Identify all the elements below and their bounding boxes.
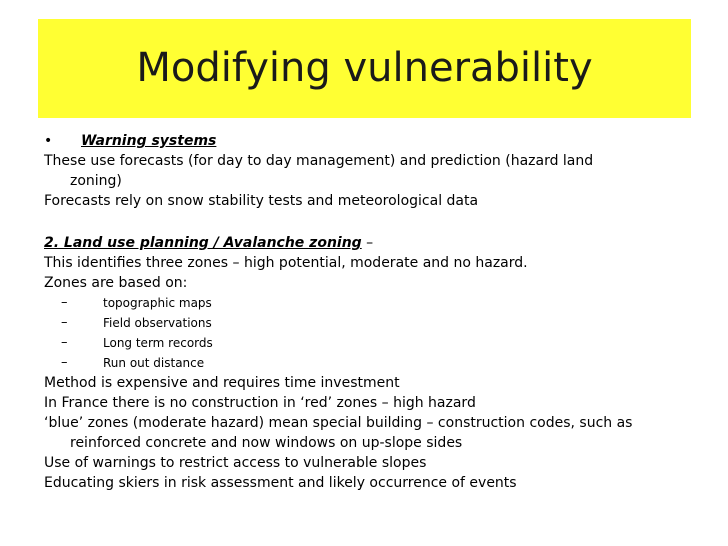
france-line: In France there is no construction in ‘red’ zones – high hazard [44, 395, 476, 411]
dash-icon: – [61, 355, 68, 370]
forecasts-line-1: These use forecasts (for day to day management) and prediction (hazard land [44, 153, 594, 169]
section1-heading-line [44, 131, 714, 151]
zones-based-line: Zones are based on: [44, 275, 188, 291]
section1-heading: Warning systems [81, 133, 217, 149]
spacer [44, 211, 714, 233]
list-item [61, 333, 714, 353]
section2-heading-line [44, 233, 714, 253]
educating-line: Educating skiers in risk assessment and likely occurrence of events [44, 475, 517, 491]
bullet-icon: • [44, 133, 53, 149]
section2-heading: 2. Land use planning / Avalanche zoning [44, 235, 362, 251]
zone-bases-list [44, 293, 714, 373]
three-zones-line: This identifies three zones – high potential, moderate and no hazard. [44, 255, 528, 271]
forecasts-rely-line: Forecasts rely on snow stability tests and meteorological data [44, 193, 479, 209]
list-item [61, 313, 714, 333]
list-item-text: topographic maps [103, 296, 212, 310]
slide-body [44, 131, 714, 493]
dash-icon: – [61, 295, 68, 310]
method-line: Method is expensive and requires time investment [44, 375, 400, 391]
list-item-text: Run out distance [103, 356, 205, 370]
dash-icon: – [61, 315, 68, 330]
slide-title: Modifying vulnerability [136, 45, 593, 91]
list-item-text: Long term records [103, 336, 213, 350]
list-item [61, 353, 714, 373]
forecasts-line-2: zoning) [70, 173, 122, 189]
dash-icon: – [61, 335, 68, 350]
section2-suffix: – [361, 235, 374, 251]
warnings-line: Use of warnings to restrict access to vulnerable slopes [44, 455, 427, 471]
blue-zones-line-1: ‘blue’ zones (moderate hazard) mean special building – construction codes, such as [44, 415, 633, 431]
blue-zones-line-2: reinforced concrete and now windows on up-slope sides [70, 435, 463, 451]
list-item-text: Field observations [103, 316, 212, 330]
list-item [61, 293, 714, 313]
